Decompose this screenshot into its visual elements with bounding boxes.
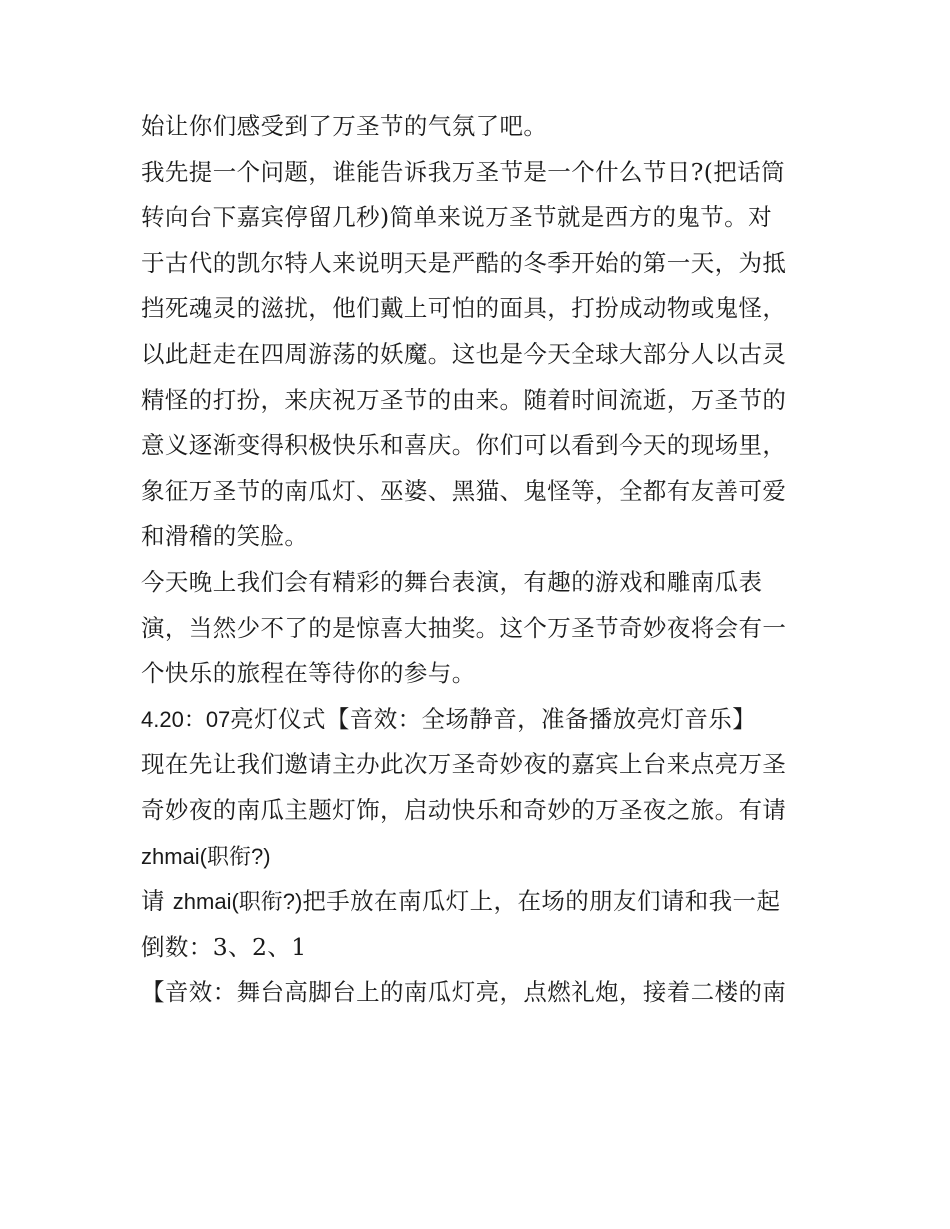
- body-line-8: 意义逐渐变得积极快乐和喜庆。你们可以看到今天的现场里，: [141, 431, 787, 460]
- body-line-5: 挡死魂灵的滋扰，他们戴上可怕的面具，打扮成动物或鬼怪，: [141, 294, 787, 323]
- sound-effect-line: 【音效：舞台高脚台上的南瓜灯亮，点燃礼炮，接着二楼的南: [141, 978, 787, 1007]
- countdown-line: 倒数：3、2、1: [141, 932, 307, 961]
- invite-line: [141, 879, 821, 925]
- body-line-4: 于古代的凯尔特人来说明天是严酷的冬季开始的第一天，为抵: [141, 248, 787, 277]
- body-line-2: 我先提一个问题，谁能告诉我万圣节是一个什么节日?(把话筒: [141, 157, 785, 186]
- body-line-16: 奇妙夜的南瓜主题灯饰，启动快乐和奇妙的万圣夜之旅。有请: [141, 795, 787, 824]
- ceremony-heading: [141, 697, 821, 743]
- body-line-13: 个快乐的旅程在等待你的参与。: [141, 659, 476, 688]
- guest-name: zhmai(职衔?): [141, 843, 271, 869]
- body-line-6: 以此赶走在四周游荡的妖魔。这也是今天全球大部分人以古灵: [141, 339, 787, 368]
- body-line-1: 始让你们感受到了万圣节的气氛了吧。: [141, 112, 548, 140]
- document-body: [141, 104, 821, 1016]
- invite-name: zhmai(职衔?): [172, 889, 303, 915]
- guest-title-line: [141, 834, 821, 880]
- body-line-12: 演，当然少不了的是惊喜大抽奖。这个万圣节奇妙夜将会有一: [141, 613, 787, 642]
- body-line-15: 现在先让我们邀请主办此次万圣奇妙夜的嘉宾上台来点亮万圣: [141, 750, 787, 779]
- invite-prefix: 请: [141, 887, 173, 916]
- body-line-3: 转向台下嘉宾停留几秒)简单来说万圣节就是西方的鬼节。对: [141, 203, 772, 232]
- ceremony-title: 亮灯仪式【音效：全场静音，准备播放亮灯音乐】: [230, 704, 757, 733]
- body-line-9: 象征万圣节的南瓜灯、巫婆、黑猫、鬼怪等，全都有友善可爱: [141, 476, 787, 505]
- body-line-10: 和滑稽的笑脸。: [141, 522, 309, 551]
- body-line-11: 今天晚上我们会有精彩的舞台表演，有趣的游戏和雕南瓜表: [141, 567, 763, 596]
- ceremony-time: 4.20：07: [141, 706, 231, 732]
- body-line-7: 精怪的打扮，来庆祝万圣节的由来。随着时间流逝，万圣节的: [141, 385, 787, 414]
- invite-rest: 把手放在南瓜灯上，在场的朋友们请和我一起: [302, 887, 781, 916]
